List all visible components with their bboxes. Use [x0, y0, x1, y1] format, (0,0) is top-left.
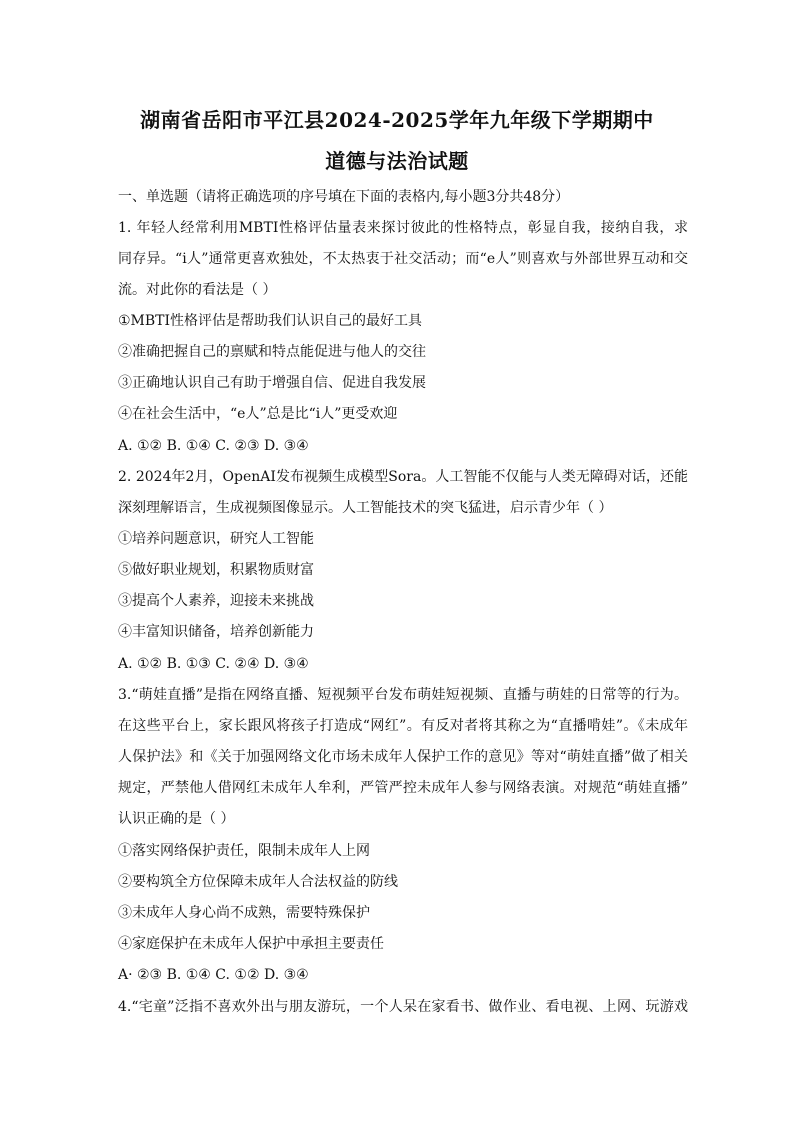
- statement-item: ③提高个人素养，迎接未来挑战: [118, 593, 314, 609]
- section-heading: 一、单选题（请将正确选项的序号填在下面的表格内,每小题3分共48分）: [118, 189, 570, 205]
- statement-item: ④丰富知识储备，培养创新能力: [118, 624, 314, 640]
- statement-item: ①MBTI性格评估是帮助我们认识自己的最好工具: [118, 313, 423, 329]
- question-stem-line: 3.“萌娃直播”是指在网络直播、短视频平台发布萌娃短视频、直播与萌娃的日常等的行为。: [118, 687, 688, 703]
- statement-item: ④家庭保护在未成年人保护中承担主要责任: [118, 936, 384, 952]
- statement-item: ②准确把握自己的禀赋和特点能促进与他人的交往: [118, 344, 426, 360]
- answer-options: A· ②③ B. ①④ C. ①② D. ③④: [118, 967, 309, 983]
- question-stem-line: 在这些平台上，家长跟风将孩子打造成“网红”。有反对者将其称之为“直播啃娃”。《未成年: [118, 718, 688, 734]
- exam-subject-title: 道德与法治试题: [325, 149, 469, 173]
- question-stem-line: 4.“宅童”泛指不喜欢外出与朋友游玩，一个人呆在家看书、做作业、看电视、上网、玩游戏: [118, 999, 688, 1015]
- statement-item: ③未成年人身心尚不成熟，需要特殊保护: [118, 905, 370, 921]
- question-stem-line: 同存异。“i人”通常更喜欢独处，不太热衷于社交活动；而“e人”则喜欢与外部世界互动和交: [118, 251, 688, 267]
- statement-item: ①落实网络保护责任，限制未成年人上网: [118, 843, 370, 859]
- statement-item: ②要构筑全方位保障未成年人合法权益的防线: [118, 874, 398, 890]
- statement-item: ③正确地认识自己有助于增强自信、促进自我发展: [118, 375, 426, 391]
- answer-options: A. ①② B. ①③ C. ②④ D. ③④: [118, 656, 309, 672]
- statement-item: ①培养问题意识，研究人工智能: [118, 531, 314, 547]
- question-stem-line: 规定，严禁他人借网红未成年人牟利，严管严控未成年人参与网络表演。对规范“萌娃直播”: [118, 780, 688, 796]
- question-stem-line: 流。对此你的看法是（ ）: [118, 282, 277, 298]
- question-stem-line: 1. 年轻人经常利用MBTI性格评估量表来探讨彼此的性格特点，彰显自我，接纳自我，求: [118, 220, 688, 236]
- statement-item: ⑤做好职业规划，积累物质财富: [118, 562, 314, 578]
- answer-options: A. ①② B. ①④ C. ②③ D. ③④: [118, 438, 309, 454]
- exam-title: 湖南省岳阳市平江县2024-2025学年九年级下学期期中: [140, 108, 654, 132]
- question-stem-line: 人保护法》和《关于加强网络文化市场未成年人保护工作的意见》等对“萌娃直播”做了相关: [118, 749, 688, 765]
- question-stem-line: 认识正确的是（ ）: [118, 811, 235, 827]
- statement-item: ④在社会生活中，“e人”总是比“i人”更受欢迎: [118, 406, 398, 422]
- question-stem-line: 2. 2024年2月，OpenAI发布视频生成模型Sora。人工智能不仅能与人类无障碍对话，还能: [118, 469, 688, 485]
- question-stem-line: 深刻理解语言，生成视频图像显示。人工智能技术的突飞猛进，启示青少年（ ）: [118, 500, 613, 516]
